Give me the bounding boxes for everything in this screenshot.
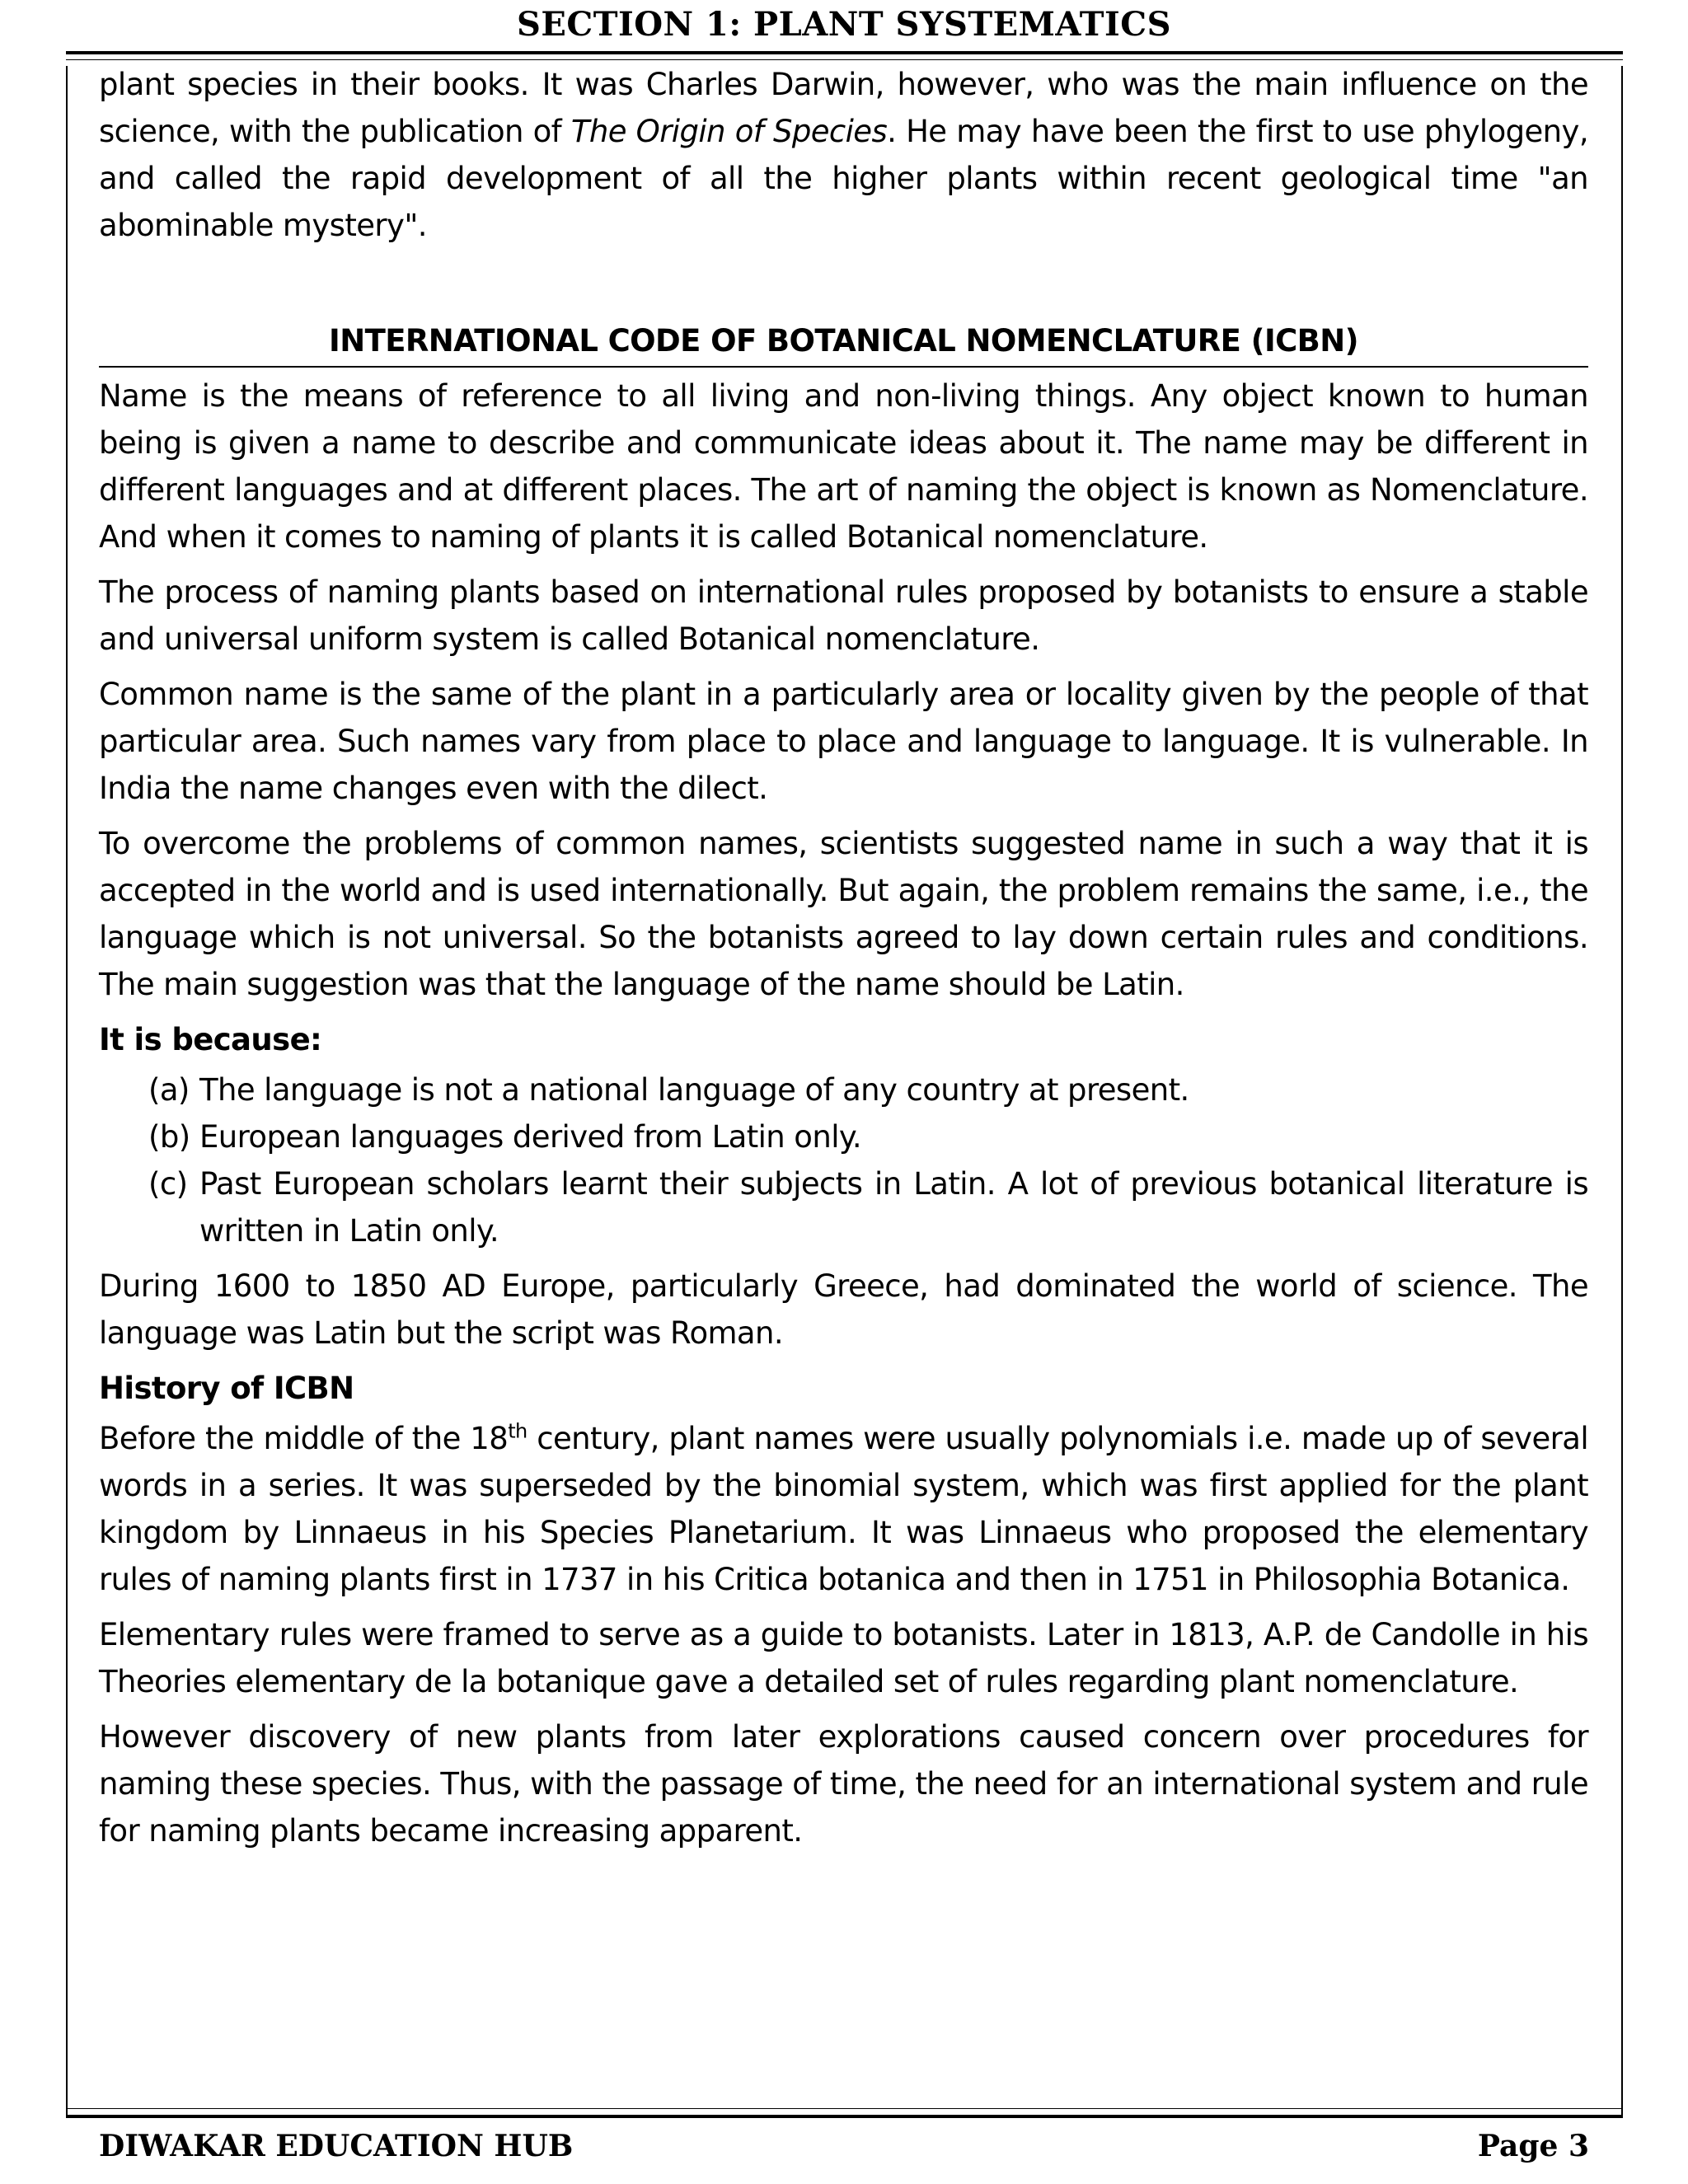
because-heading: It is because:	[99, 1022, 322, 1057]
list-item-text: Past European scholars learnt their subjects in Latin. A lot of previous botanical literature is written in Latin only.	[199, 1166, 1588, 1249]
list-item	[99, 1160, 1588, 1254]
list-marker: (b)	[148, 1119, 190, 1155]
list-marker: (c)	[148, 1166, 188, 1202]
footer-rule-thin	[66, 2108, 1623, 2109]
history-heading: History of ICBN	[99, 1371, 354, 1406]
icbn-paragraph: Name is the means of reference to all living and non-living things. Any object known to human being is given a name to describe and communicate ideas about it. The name may be different in different languages and at different places. The art of naming the object is known as Nomenclature. And when it comes to naming of plants it is called Botanical nomenclature.	[99, 378, 1588, 555]
page-content	[99, 61, 1588, 1863]
intro-text-start: plant species in their books. It was Charles Darwin, however, who was the main influence on the science, with the publication of	[99, 67, 1588, 149]
header-rule-thin	[66, 59, 1623, 60]
icbn-paragraph: Common name is the same of the plant in a particularly area or locality given by the people of that particular area. Such names vary from place to place and language to language. It is vulnerable. In India the name changes even with the dilect.	[99, 677, 1588, 806]
footer-rule-thick	[66, 2115, 1623, 2118]
history-paragraph	[99, 1415, 1588, 1603]
ordinal-superscript: th	[508, 1419, 528, 1443]
history-text-start: Before the middle of the 18	[99, 1421, 509, 1456]
list-item	[99, 1066, 1588, 1113]
history-paragraph: However discovery of new plants from later explorations caused concern over procedures for naming these species. Thus, with the passage of time, the need for an international system and rule for naming plants became increasing apparent.	[99, 1719, 1588, 1849]
intro-paragraph	[99, 61, 1588, 249]
page-header-title: SECTION 1: PLANT SYSTEMATICS	[517, 5, 1171, 44]
reasons-list	[99, 1066, 1588, 1254]
list-item-text: The language is not a national language of any country at present.	[199, 1072, 1189, 1108]
footer-publisher: DIWAKAR EDUCATION HUB	[99, 2129, 574, 2163]
list-item	[99, 1113, 1588, 1160]
intro-text-end: . He may have been the first to use phylogeny, and called the rapid development of all the higher plants within recent geological time "an abominable mystery".	[99, 114, 1588, 243]
icbn-heading: INTERNATIONAL CODE OF BOTANICAL NOMENCLATURE (ICBN)	[329, 323, 1358, 359]
icbn-paragraph: During 1600 to 1850 AD Europe, particularly Greece, had dominated the world of science. The language was Latin but the script was Roman.	[99, 1268, 1588, 1351]
book-title: The Origin of Species	[570, 114, 888, 149]
icbn-heading-rule	[99, 366, 1588, 368]
header-rule-thick	[66, 51, 1623, 54]
page-number: Page 3	[1477, 2129, 1589, 2163]
list-item-text: European languages derived from Latin only.	[199, 1119, 862, 1155]
list-marker: (a)	[148, 1072, 190, 1108]
icbn-paragraph: The process of naming plants based on international rules proposed by botanists to ensure a stable and universal uniform system is called Botanical nomenclature.	[99, 574, 1588, 657]
history-paragraph: Elementary rules were framed to serve as a guide to botanists. Later in 1813, A.P. de Candolle in his Theories elementary de la botanique gave a detailed set of rules regarding plant nomenclature.	[99, 1617, 1588, 1699]
icbn-paragraph: To overcome the problems of common names, scientists suggested name in such a way that it is accepted in the world and is used internationally. But again, the problem remains the same, i.e., the language which is not universal. So the botanists agreed to lay down certain rules and conditions. The main suggestion was that the language of the name should be Latin.	[99, 826, 1588, 1002]
history-text-end: century, plant names were usually polynomials i.e. made up of several words in a series. It was superseded by the binomial system, which was first applied for the plant kingdom by Linnaeus in his Species Planetarium. It was Linnaeus who proposed the elementary rules of naming plants first in 1737 in his Critica botanica and then in 1751 in Philosophia Botanica.	[99, 1421, 1589, 1597]
